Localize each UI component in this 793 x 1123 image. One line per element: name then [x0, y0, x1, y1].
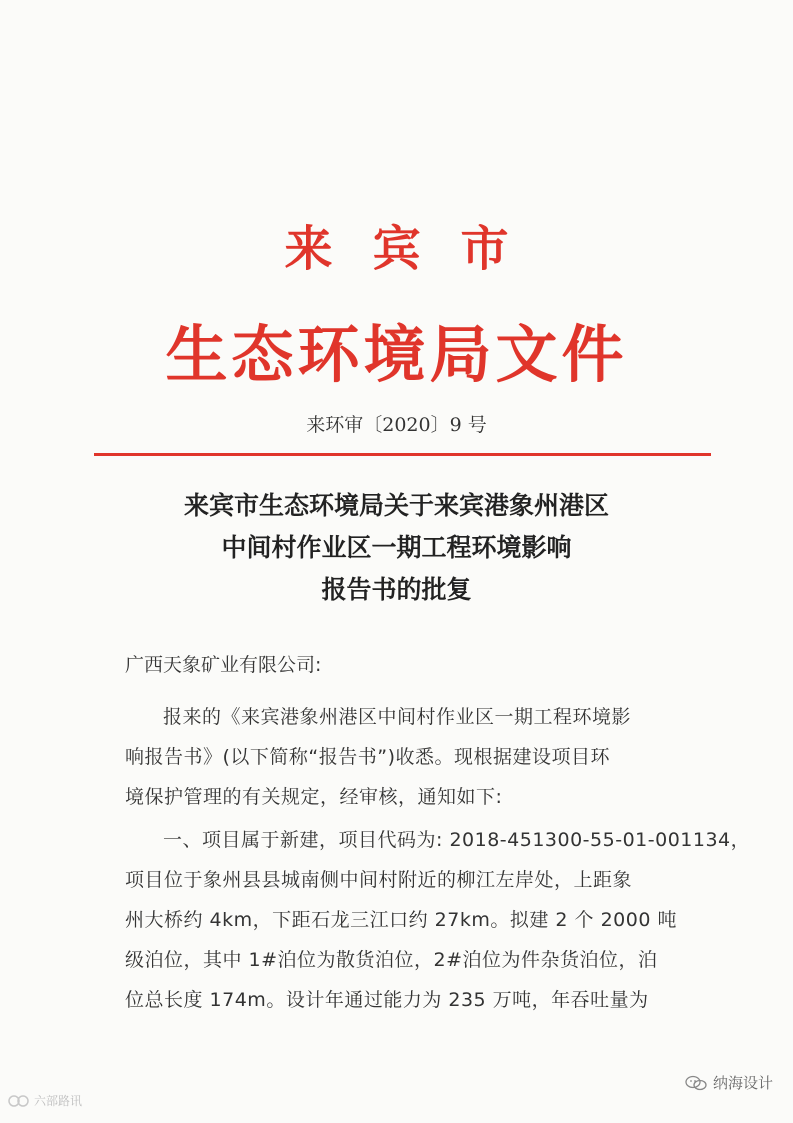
text-line: 响报告书》(以下简称“报告书”)收悉。现根据建设项目环	[125, 746, 611, 768]
watermark-left-text: 六部路讯	[34, 1094, 83, 1108]
document-title	[0, 485, 793, 611]
watermark-left	[8, 1092, 82, 1109]
text-line: 州大桥约 4km，下距石龙三江口约 27km。拟建 2 个 2000 吨	[125, 909, 677, 931]
text-line: 一、项目属于新建，项目代码为: 2018-451300-55-01-001134，	[163, 829, 751, 851]
text-line: 项目位于象州县县城南侧中间村附近的柳江左岸处，上距象	[125, 869, 633, 891]
text-line: 级泊位，其中 1#泊位为散货泊位，2#泊位为件杂货泊位，泊	[125, 949, 658, 971]
addressee: 广西天象矿业有限公司:	[125, 654, 322, 676]
title-line: 报告书的批复	[321, 575, 472, 604]
logo-icon	[8, 1093, 30, 1109]
paragraph-intro	[125, 697, 670, 817]
wechat-icon	[685, 1075, 707, 1091]
title-line: 中间村作业区一期工程环境影响	[221, 533, 572, 562]
watermark-right	[685, 1072, 773, 1093]
title-line: 来宾市生态环境局关于来宾港象州港区	[183, 491, 609, 520]
issuer-name: 来宾市	[284, 221, 549, 277]
text-line: 境保护管理的有关规定，经审核，通知如下:	[125, 786, 503, 808]
document-number: 来环审〔2020〕9 号	[306, 414, 487, 436]
red-divider-line	[94, 453, 711, 456]
text-line: 报来的《来宾港象州港区中间村作业区一期工程环境影	[163, 706, 632, 728]
watermark-right-text: 纳海设计	[712, 1074, 773, 1092]
text-line: 位总长度 174m。设计年通过能力为 235 万吨，年吞吐量为	[125, 989, 649, 1011]
issuer-document-heading: 生态环境局文件	[165, 318, 628, 391]
paragraph-item-1	[125, 820, 751, 1020]
